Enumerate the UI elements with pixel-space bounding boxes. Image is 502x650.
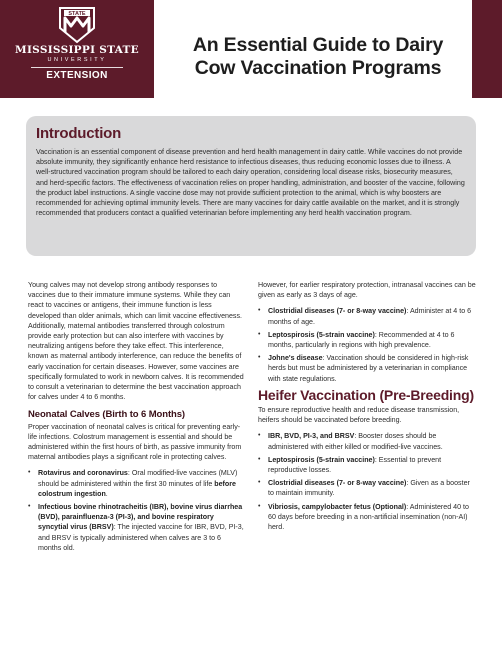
- list-item: [258, 306, 476, 326]
- heifer-vaccine-list: [258, 431, 476, 532]
- list-item: [258, 353, 476, 384]
- list-item-term: Johne's disease: [268, 354, 323, 363]
- university-name: MISSISSIPPI STATE: [15, 44, 139, 56]
- introduction-box: [26, 116, 476, 256]
- bullet-icon: •: [258, 354, 261, 362]
- bullet-icon: •: [28, 503, 31, 511]
- list-item: [258, 502, 476, 533]
- neonatal-vaccine-list: [28, 468, 246, 553]
- seal-text: STATE: [68, 11, 86, 18]
- heifer-vaccination-paragraph: To ensure reproductive health and reduce disease transmission, heifers should be vaccinated before breeding.: [258, 406, 460, 425]
- introduction-heading: Introduction: [36, 125, 122, 142]
- bullet-icon: •: [258, 479, 261, 487]
- extension-label: EXTENSION: [46, 70, 108, 81]
- list-item-text: : Given as a booster to maintain immunity.: [268, 479, 470, 498]
- list-item-term: IBR, BVD, PI-3, and BRSV: [268, 432, 355, 441]
- neonatal-calves-paragraph: Proper vaccination of neonatal calves is critical for preventing early-life infections. Colostrum management is essential and should be administered within the first hours of birth, as passive immunity from maternal antibodies plays a significant role in protecting calves.: [28, 422, 242, 462]
- title-line-1: An Essential Guide to Dairy: [192, 34, 444, 56]
- list-item-term: Clostridial diseases (7- or 8-way vaccine): [268, 307, 407, 316]
- heifer-vaccination-heading: Heifer Vaccination (Pre-Breeding): [258, 386, 474, 403]
- bullet-icon: •: [258, 307, 261, 315]
- logo-divider: [31, 67, 123, 68]
- list-item-text: : The injected vaccine for IBR, BVD, PI-3, and BRSV is typically administered when calves are 3 to 6 months old.: [38, 523, 244, 552]
- header-accent-strip: [472, 0, 502, 98]
- list-item-text: : Essential to prevent reproductive losses.: [268, 455, 442, 475]
- list-item: [258, 431, 476, 451]
- list-item-term: Leptospirosis (5-strain vaccine): [268, 455, 375, 464]
- list-item: [258, 478, 476, 498]
- neonatal-calves-heading: Neonatal Calves (Birth to 6 Months): [28, 409, 185, 421]
- bullet-icon: •: [28, 469, 31, 477]
- left-column: [28, 280, 246, 559]
- msu-extension-logo: [0, 0, 154, 98]
- list-item-term: Rotavirus and coronavirus: [38, 469, 128, 478]
- list-item-emphasis: before colostrum ingestion: [38, 479, 236, 498]
- bullet-icon: •: [258, 502, 261, 510]
- list-item: [258, 455, 476, 475]
- page-title: [168, 34, 468, 80]
- university-subtitle: UNIVERSITY: [47, 57, 107, 63]
- list-item-term: Infectious bovine rhinotracheitis (IBR), bovine virus diarrhea (BVD), parainfluenza-3 (PI-3), and bovine respiratory syncytial virus (BRSV): [38, 503, 243, 532]
- msu-seal-icon: [56, 6, 98, 44]
- intranasal-note: However, for earlier respiratory protection, intranasal vaccines can be given as early as 3 days of age.: [258, 281, 476, 300]
- list-item: [28, 502, 246, 553]
- calves-immunity-paragraph: Young calves may not develop strong antibody responses to vaccines due to their immature immune systems. While they can react to vaccines or antigens, their immune function is less developed than older animals, which can limit vaccine effectiveness. Additionally, maternal antibodies transferred through colostrum provide early protection but can also interfere with vaccines by neutralizing antigens before they take effect. This interference, known as maternal antibody interference, can reduce the benefits of early vaccination for certain diseases. However, some vaccines are specifically formulated to work in newborn calves. It is recommended to consult a veterinarian to determine the best vaccination approach for calves under 4 to 6 months.: [28, 281, 244, 402]
- list-item-text: : Administer at 4 to 6 months of age.: [268, 307, 472, 326]
- bullet-icon: •: [258, 455, 261, 463]
- list-item-text-end: .: [105, 489, 108, 498]
- bullet-icon: •: [258, 330, 261, 338]
- list-item-term: Clostridial diseases (7- or 8-way vaccine): [268, 479, 407, 488]
- bullet-icon: •: [258, 432, 261, 440]
- introduction-text: Vaccination is an essential component of disease prevention and herd health management in dairy cattle. While vaccines do not provide absolute immunity, they significantly enhance herd resistance to infectious diseases, thus reducing economic losses due to illness. A well-structured vaccination program should be tailored to each dairy operation, considering local disease risks, biosecurity measures, and herd-specific factors. The effectiveness of vaccination relies on proper handling, administration, and booster of the vaccine, following the product label instructions. A single vaccine dose may not provide sufficient protection to the animal, which is why boosters are recommended for achieving optimal immunity levels. There are many vaccines for dairy cattle available on the market, and it is strongly recommended that producers contact a qualified veterinarian before implementing any herd health vaccination program.: [36, 148, 465, 218]
- list-item-term: Leptospirosis (5-strain vaccine): [268, 330, 375, 339]
- list-item-text: : Oral modified-live vaccines (MLV) should be administered within the first 30 minutes of life: [38, 469, 238, 488]
- list-item-text: : Recommended at 4 to 6 months, particularly in regions with high prevalence.: [268, 330, 455, 350]
- list-item-text: : Administered 40 to 60 days before breeding in a non-artificial insemination (non-AI) herd.: [268, 502, 469, 532]
- title-line-2: Cow Vaccination Programs: [194, 57, 442, 79]
- list-item: [258, 330, 476, 350]
- calf-vaccine-list: [258, 306, 476, 383]
- list-item-term: Vibriosis, campylobacter fetus (Optional): [268, 502, 407, 511]
- list-item-text: : Booster doses should be administered with either killed or modified-live vaccines.: [268, 432, 443, 451]
- list-item-text: : Vaccination should be considered in high-risk herds but must be administered by a veterinarian in compliance with state regulations.: [268, 354, 469, 383]
- list-item: [28, 468, 246, 499]
- right-column: [258, 280, 476, 538]
